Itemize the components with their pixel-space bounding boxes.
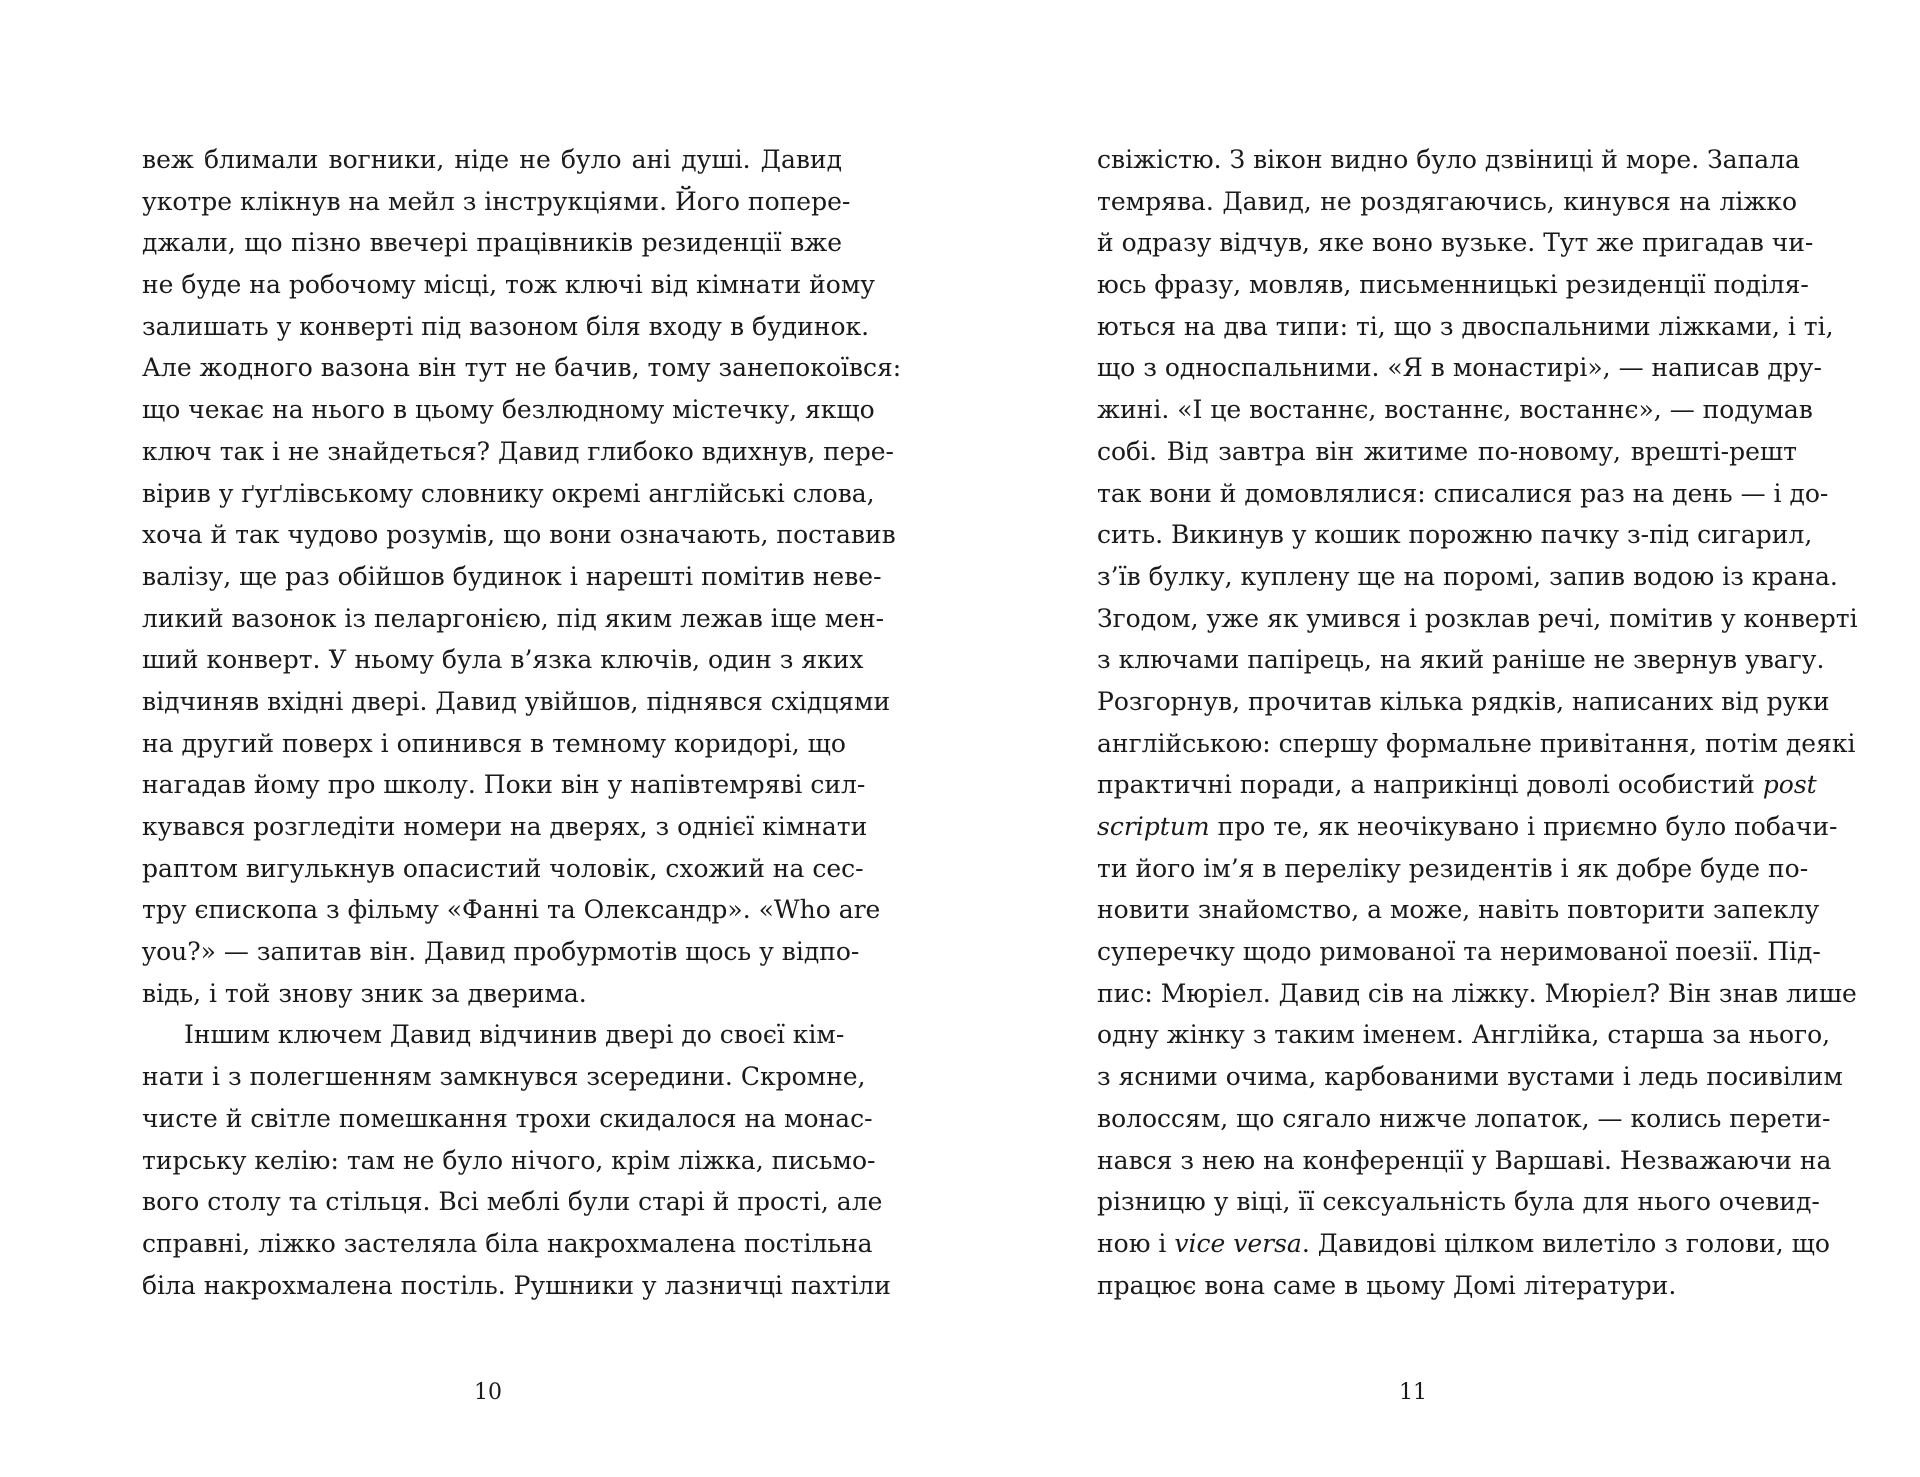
text-line: кувався розгледіти номери на дверях, з однієї кімнати	[142, 812, 868, 841]
text-line: вого столу та стільця. Всі меблі були старі й прості, але	[142, 1187, 883, 1217]
text-line: ликий вазонок із пеларгонією, під яким лежав іще мен-	[142, 603, 885, 633]
text-line: Згодом, уже як умився і розклав речі, помітив у конверті	[1097, 603, 1858, 633]
text-line: залишать у конверті під вазоном біля входу в будинок.	[142, 311, 870, 341]
text-line: сить. Викинув у кошик порожню пачку з-під сигарил,	[1097, 520, 1813, 550]
text-line: з ясними очима, карбованими вустами і ледь посивілим	[1097, 1062, 1843, 1092]
text-line: валізу, ще раз обійшов будинок і нарешті помітив неве-	[142, 561, 882, 591]
text-line	[1097, 1223, 1830, 1265]
text-line: що з односпальними. «Я в монастирі», — написав дру-	[1097, 353, 1822, 383]
text-line: що чекає на нього в цьому безлюдному містечку, якщо	[142, 395, 875, 425]
left-page-text	[142, 139, 902, 1306]
text-line: веж блимали вогники, ніде не було ані душі. Давид	[142, 145, 842, 174]
italic-term: vice versa	[1174, 1228, 1302, 1258]
text-segment: ною і	[1097, 1228, 1175, 1258]
italic-term: scriptum	[1097, 812, 1210, 841]
text-line: ти його ім’я в переліку резидентів і як добре буде по-	[1097, 853, 1809, 883]
text-line: джали, що пізно ввечері працівників резиденції вже	[142, 228, 842, 258]
text-line: відь, і той знову зник за дверима.	[142, 978, 587, 1008]
text-line: you?» — запитав він. Давид пробурмотів щось у відпо-	[142, 937, 860, 967]
text-line: вірив у ґуґлівському словнику окремі англійські слова,	[142, 478, 875, 508]
text-line: не буде на робочому місці, тож ключі від кімнати йому	[142, 270, 875, 300]
text-line: Іншим ключем Давид відчинив двері до своєї кім-	[184, 1020, 845, 1050]
text-line: ший конверт. У ньому була в’язка ключів, один з яких	[142, 645, 864, 675]
text-line: жині. «І це востаннє, востаннє, востаннє», — подумав	[1097, 395, 1813, 425]
text-line: англійською: спершу формальне привітання, потім деякі	[1097, 728, 1856, 758]
text-line: укотре клікнув на мейл з інструкціями. Його попере-	[142, 186, 851, 216]
text-line: Але жодного вазона він тут не бачив, тому занепокоївся:	[142, 353, 902, 383]
text-line: новити знайомство, а може, навіть повторити запеклу	[1097, 895, 1820, 925]
text-line: тирську келію: там не було нічого, крім ліжка, письмо-	[142, 1145, 876, 1175]
text-segment: практичні поради, а наприкінці доволі особистий	[1097, 770, 1763, 800]
text-line: з ключами папірець, на який раніше не звернув увагу.	[1097, 645, 1825, 675]
text-line: пис: Мюріел. Давид сів на ліжку. Мюріел? Він знав лише	[1097, 978, 1857, 1008]
page-number: 10	[474, 1380, 502, 1405]
text-line: нати і з полегшенням замкнувся зсередини. Скромне,	[142, 1062, 866, 1092]
text-line: ключ так і не знайдеться? Давид глибоко вдихнув, пере-	[142, 436, 894, 466]
text-line: справні, ліжко застеляла біла накрохмалена постільна	[142, 1228, 873, 1258]
text-line: свіжістю. З вікон видно було дзвіниці й море. Запала	[1097, 145, 1800, 174]
text-line: біла накрохмалена постіль. Рушники у лазничці пахтіли	[142, 1270, 891, 1300]
text-line	[1097, 806, 1838, 848]
text-line: працює вона саме в цьому Домі літератури.	[1097, 1270, 1677, 1300]
italic-term: post	[1762, 770, 1817, 800]
text-line: тру єпископа з фільму «Фанні та Олександр». «Who are	[142, 895, 881, 925]
text-line: на другий поверх і опинився в темному коридорі, що	[142, 728, 846, 758]
text-line	[1097, 764, 1817, 806]
right-page-text	[1097, 139, 1858, 1306]
text-line: так вони й домовлялися: списалися раз на день — і до-	[1097, 478, 1829, 508]
page-number: 11	[1399, 1380, 1427, 1405]
text-line: чисте й світле помешкання трохи скидалося на монас-	[142, 1103, 873, 1133]
text-line: з’їв булку, куплену ще на поромі, запив водою із крана.	[1097, 561, 1838, 591]
text-line: собі. Від завтра він житиме по-новому, врешті-решт	[1097, 436, 1797, 466]
text-line: й одразу відчув, яке воно вузьке. Тут же пригадав чи-	[1097, 228, 1814, 258]
text-line: волоссям, що сягало нижче лопаток, — колись перети-	[1097, 1103, 1831, 1133]
text-line: ються на два типи: ті, що з двоспальними ліжками, і ті,	[1097, 311, 1834, 341]
text-line: нагадав йому про школу. Поки він у напівтемряві сил-	[142, 770, 866, 800]
text-segment: про те, як неочікувано і приємно було побачи-	[1209, 812, 1838, 841]
text-line: раптом вигулькнув опасистий чоловік, схожий на сес-	[142, 853, 864, 883]
text-line: нався з нею на конференції у Варшаві. Незважаючи на	[1097, 1145, 1832, 1175]
text-line: суперечку щодо римованої та неримованої поезії. Під-	[1097, 937, 1821, 967]
text-line: темрява. Давид, не роздягаючись, кинувся на ліжко	[1097, 186, 1797, 216]
text-line: юсь фразу, мовляв, письменницькі резиденції поділя-	[1097, 270, 1809, 300]
text-line: відчиняв вхідні двері. Давид увійшов, піднявся східцями	[142, 686, 891, 716]
text-line: різницю у віці, її сексуальність була для нього очевид-	[1097, 1187, 1820, 1217]
text-line: хоча й так чудово розумів, що вони означають, поставив	[142, 520, 896, 550]
text-line: Розгорнув, прочитав кілька рядків, написаних від руки	[1097, 686, 1830, 716]
right-page	[960, 0, 1920, 1477]
text-segment: . Давидові цілком вилетіло з голови, що	[1301, 1228, 1830, 1258]
text-line: одну жінку з таким іменем. Англійка, старша за нього,	[1097, 1020, 1831, 1050]
